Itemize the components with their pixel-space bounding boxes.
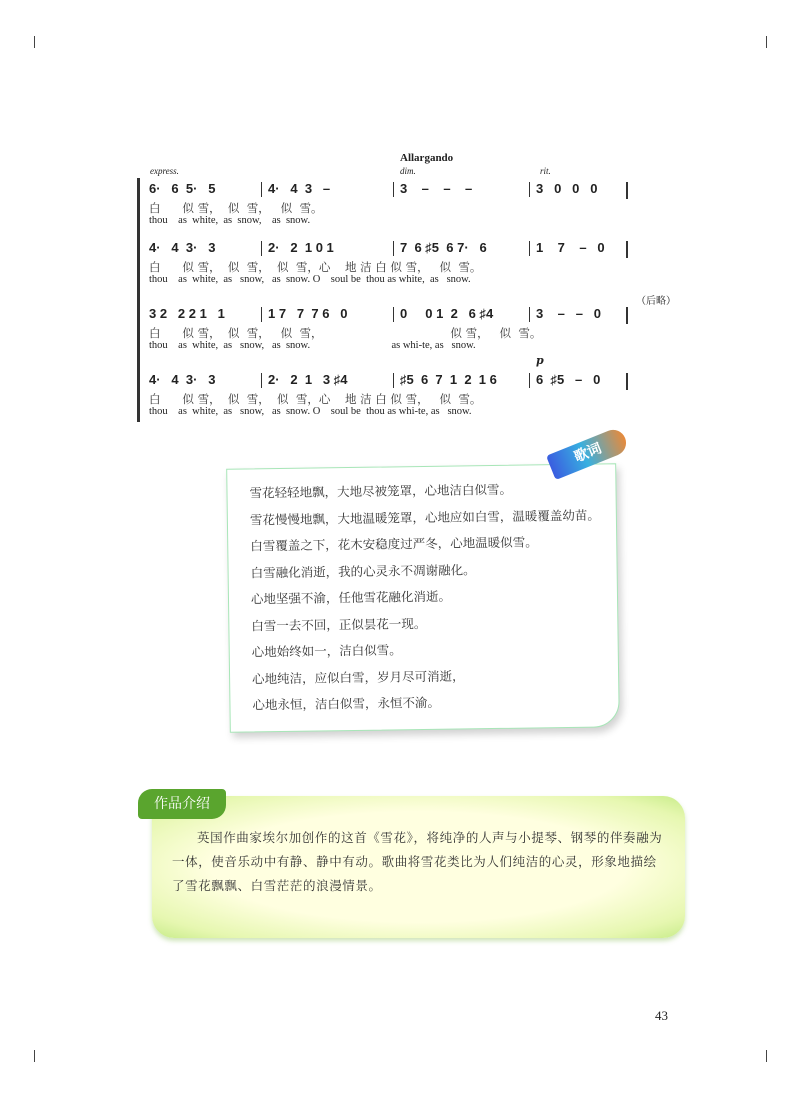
measure: 3 2 2 2 1 1 xyxy=(149,306,225,321)
lyric-line: 雪花慢慢地飘，大地温暖笼罩，心地应如白雪，温暖覆盖幼苗。 xyxy=(249,507,600,527)
omitted-note: （后略） xyxy=(636,296,676,307)
chinese-lyric-line: 白 似 雪， 似 雪， 似 雪。 xyxy=(149,201,323,215)
measure: 3 – – – xyxy=(400,181,473,196)
tempo-marking: Allargando xyxy=(400,152,454,164)
bar-line xyxy=(529,182,530,197)
lyric-line: 心地永恒，洁白似雪，永恒不渝。 xyxy=(252,694,441,713)
end-bar-line xyxy=(626,241,628,258)
chinese-lyric-line: 白 似 雪， 似 雪， 似 雪，心 地 洁 白 似 雪， 似 雪。 xyxy=(149,392,482,406)
measure: 3 – – 0 xyxy=(536,306,602,321)
bar-line xyxy=(529,373,530,388)
measure: 4· 4 3· 3 xyxy=(149,240,216,255)
page-number: 43 xyxy=(655,1008,668,1023)
rit-marking: rit. xyxy=(540,166,551,176)
crop-mark xyxy=(34,36,35,48)
english-lyric-line: thou as white, as snow, as snow. as whi-te, as snow. xyxy=(149,340,476,351)
bar-line xyxy=(261,373,262,388)
chinese-lyric-line: 白 似 雪， 似 雪， 似 雪，心 地 洁 白 似 雪， 似 雪。 xyxy=(149,260,482,274)
crop-mark xyxy=(766,36,767,48)
lyric-line: 白雪覆盖之下，花木安稳度过严冬，心地温暖似雪。 xyxy=(250,534,538,554)
system-bracket xyxy=(137,178,140,422)
lyrics-card xyxy=(226,463,620,732)
bar-line xyxy=(529,241,530,256)
bar-line xyxy=(529,307,530,322)
end-bar-line xyxy=(626,373,628,390)
lyric-line: 白雪融化消逝，我的心灵永不凋谢融化。 xyxy=(250,561,476,580)
measure: 1 7 – 0 xyxy=(536,240,605,255)
measure: 1 7 7 7 6 0 xyxy=(268,306,348,321)
dynamic-marking: p xyxy=(536,354,544,367)
bar-line xyxy=(261,182,262,197)
measure: 6· 6 5· 5 xyxy=(149,181,216,196)
chinese-lyric-line: 白 似 雪， 似 雪， 似 雪， 似 雪， 似 雪。 xyxy=(149,326,542,340)
intro-text: 英国作曲家埃尔加创作的这首《雪花》，将纯净的人声与小提琴、钢琴的伴奏融为一体，使音乐动中有静、静中有动。歌曲将雪花类比为人们纯洁的心灵，形象地描绘了雪花飘飘、白雪茫茫的浪漫情景。 xyxy=(172,830,663,893)
measure: 4· 4 3· 3 xyxy=(149,372,216,387)
measure: 2· 2 1 0 1 xyxy=(268,240,334,255)
measure: 0 0 1 2 6 ♯4 xyxy=(400,306,494,321)
lyric-line: 心地始终如一，洁白似雪。 xyxy=(251,642,402,660)
english-lyric-line: thou as white, as snow, as snow. O soul be thou as whi-te, as snow. xyxy=(149,406,472,417)
bar-line xyxy=(261,241,262,256)
measure: 3 0 0 0 xyxy=(536,181,598,196)
measure: ♯5 6 7 1 2 1 6 xyxy=(400,372,497,387)
bar-line xyxy=(393,182,394,197)
bar-line xyxy=(393,241,394,256)
bar-line xyxy=(393,307,394,322)
crop-mark xyxy=(34,1050,35,1062)
dim-marking: dim. xyxy=(400,166,416,176)
intro-tag: 作品介绍 xyxy=(138,789,226,819)
lyric-line: 心地坚强不渝，任他雪花融化消逝。 xyxy=(250,588,452,607)
english-lyric-line: thou as white, as snow, as snow. O soul be thou as white, as snow. xyxy=(149,274,471,285)
measure: 7 6 ♯5 6 7· 6 xyxy=(400,240,487,255)
end-bar-line xyxy=(626,307,628,324)
lyrics-tag: 歌词 xyxy=(546,426,630,480)
bar-line xyxy=(393,373,394,388)
measure: 4· 4 3 – xyxy=(268,181,331,196)
end-bar-line xyxy=(626,182,628,199)
measure: 2· 2 1 3 ♯4 xyxy=(268,372,348,387)
english-lyric-line: thou as white, as snow, as snow. xyxy=(149,215,311,226)
lyric-line: 心地纯洁，应似白雪，岁月尽可消逝， xyxy=(252,667,465,686)
measure: 6 ♯5 – 0 xyxy=(536,372,601,387)
bar-line xyxy=(261,307,262,322)
expression-marking: express. xyxy=(150,166,179,176)
lyric-line: 白雪一去不回，正似昙花一现。 xyxy=(251,615,427,633)
lyric-line: 雪花轻轻地飘，大地尽被笼罩，心地洁白似雪。 xyxy=(249,481,513,501)
crop-mark xyxy=(766,1050,767,1062)
